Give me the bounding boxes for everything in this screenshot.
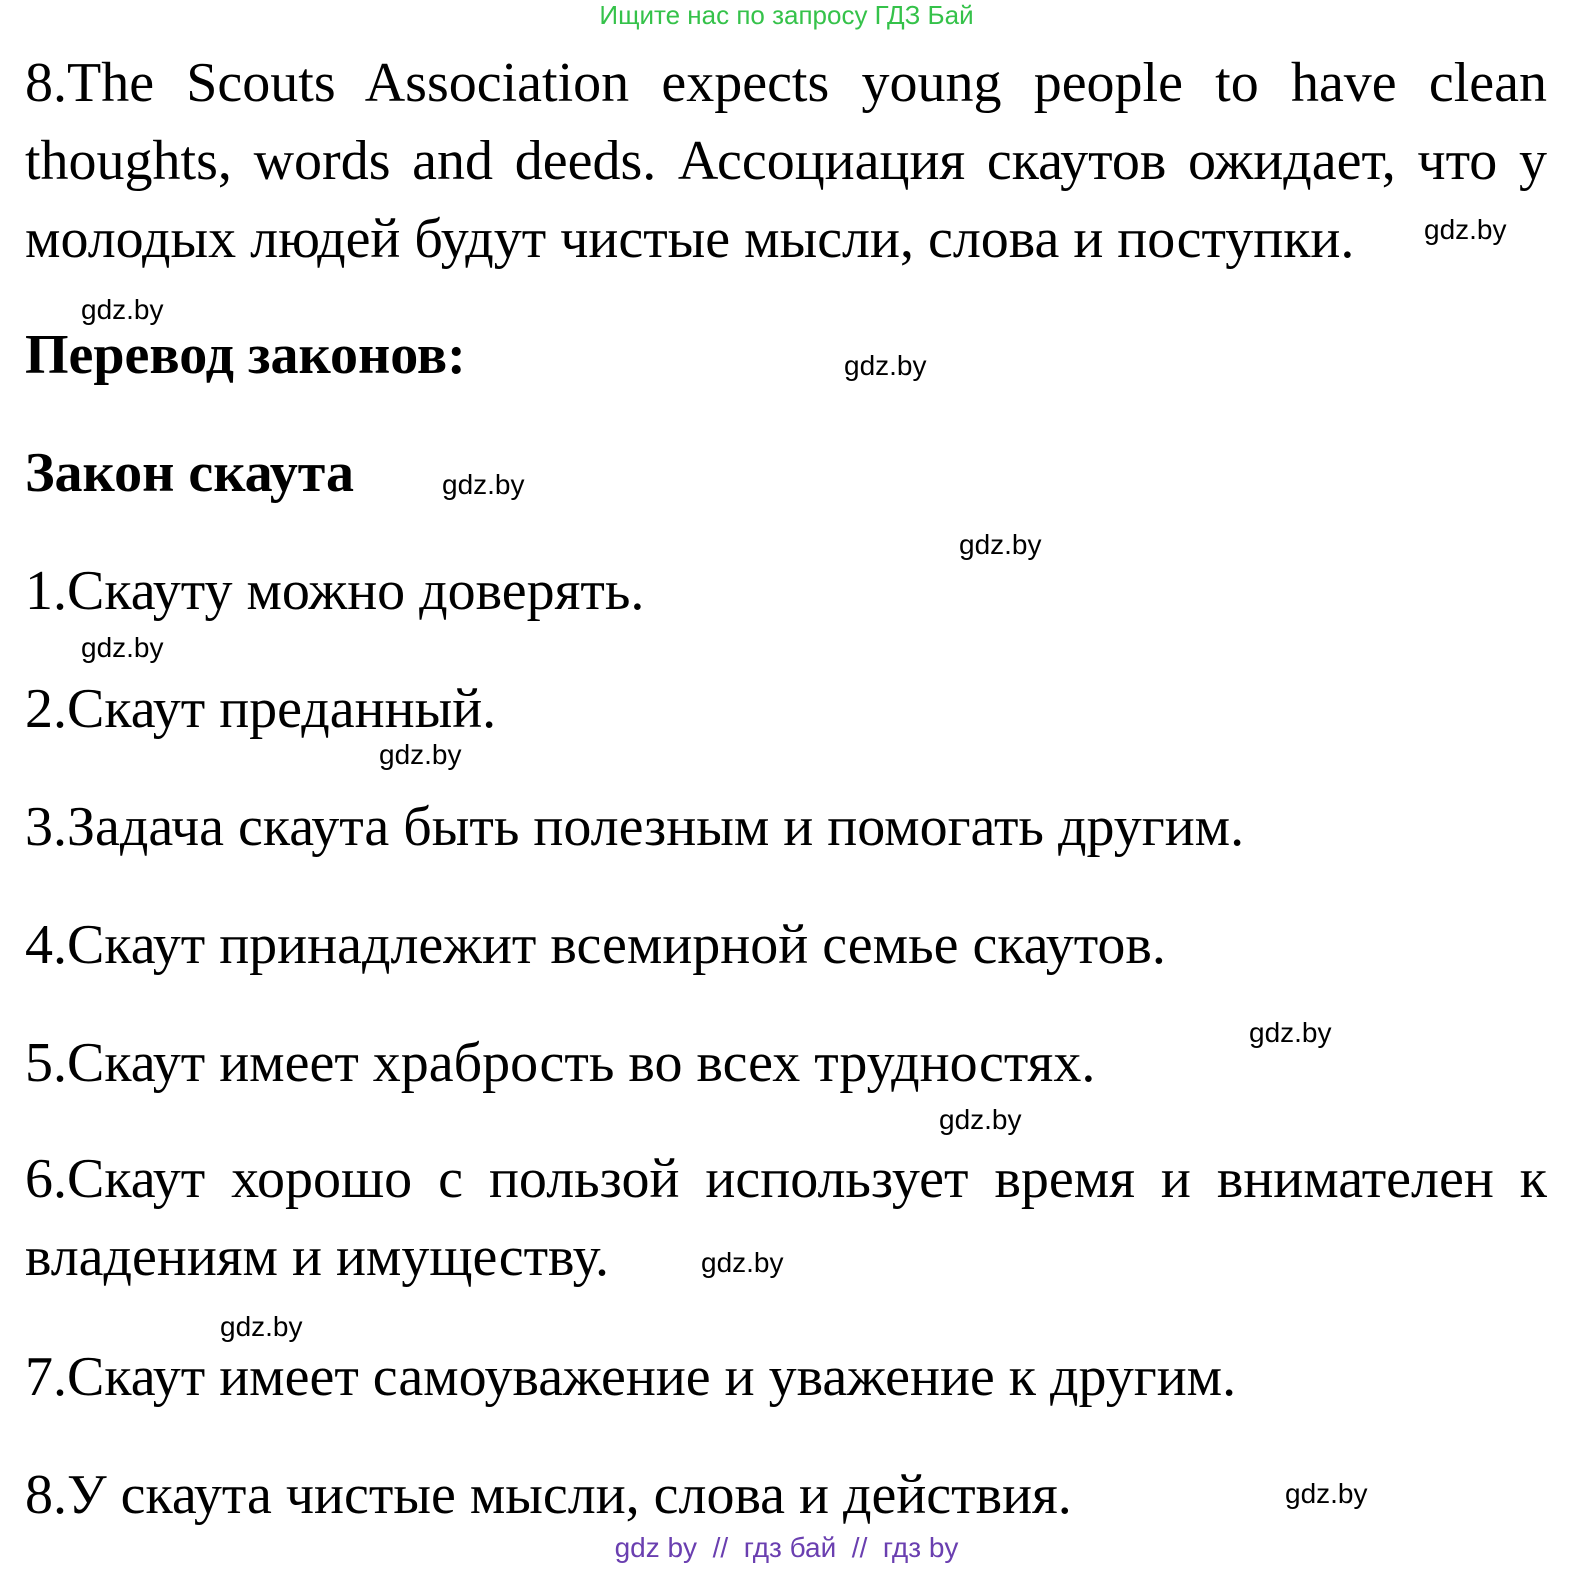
- law-item-4: 4.Скаут принадлежит всемирной семье скаутов.: [25, 914, 1166, 976]
- watermark: gdz.by: [844, 350, 927, 381]
- watermark: gdz.by: [1249, 1017, 1332, 1048]
- footer-watermark: gdz by // гдз бай // гдз by: [614, 1532, 959, 1563]
- law-item-6: 6.Скаут хорошо с пользой использует время и внимателен к владениям и имуществу.: [25, 1148, 1547, 1288]
- watermark: gdz.by: [81, 294, 164, 325]
- law-item-5: 5.Скаут имеет храбрость во всех трудностях.: [25, 1032, 1096, 1094]
- top-banner: Ищите нас по запросу ГДЗ Бай: [599, 0, 974, 30]
- watermark: gdz.by: [701, 1247, 784, 1278]
- law-item-8: 8.У скаута чистые мысли, слова и действия.: [25, 1464, 1072, 1526]
- law-item-7: 7.Скаут имеет самоуважение и уважение к другим.: [25, 1346, 1237, 1408]
- law-item-2: 2.Скаут преданный.: [25, 678, 497, 740]
- law-item-1: 1.Скауту можно доверять.: [25, 560, 645, 622]
- law-heading: Закон скаута: [25, 442, 354, 504]
- watermark: gdz.by: [939, 1104, 1022, 1135]
- watermark: gdz.by: [379, 739, 462, 770]
- watermark: gdz.by: [1285, 1478, 1368, 1509]
- law-item-3: 3.Задача скаута быть полезным и помогать другим.: [25, 796, 1245, 858]
- watermark: gdz.by: [1424, 214, 1507, 245]
- translation-heading: Перевод законов:: [25, 324, 466, 386]
- watermark: gdz.by: [442, 469, 525, 500]
- intro-paragraph: 8.The Scouts Association expects young people to have clean thoughts, words and deeds. Ассоциация скаутов ожидает, что у молодых людей будут чистые мысли, слова и поступки.: [25, 52, 1547, 270]
- watermark: gdz.by: [220, 1311, 303, 1342]
- watermark: gdz.by: [959, 529, 1042, 560]
- watermark: gdz.by: [81, 632, 164, 663]
